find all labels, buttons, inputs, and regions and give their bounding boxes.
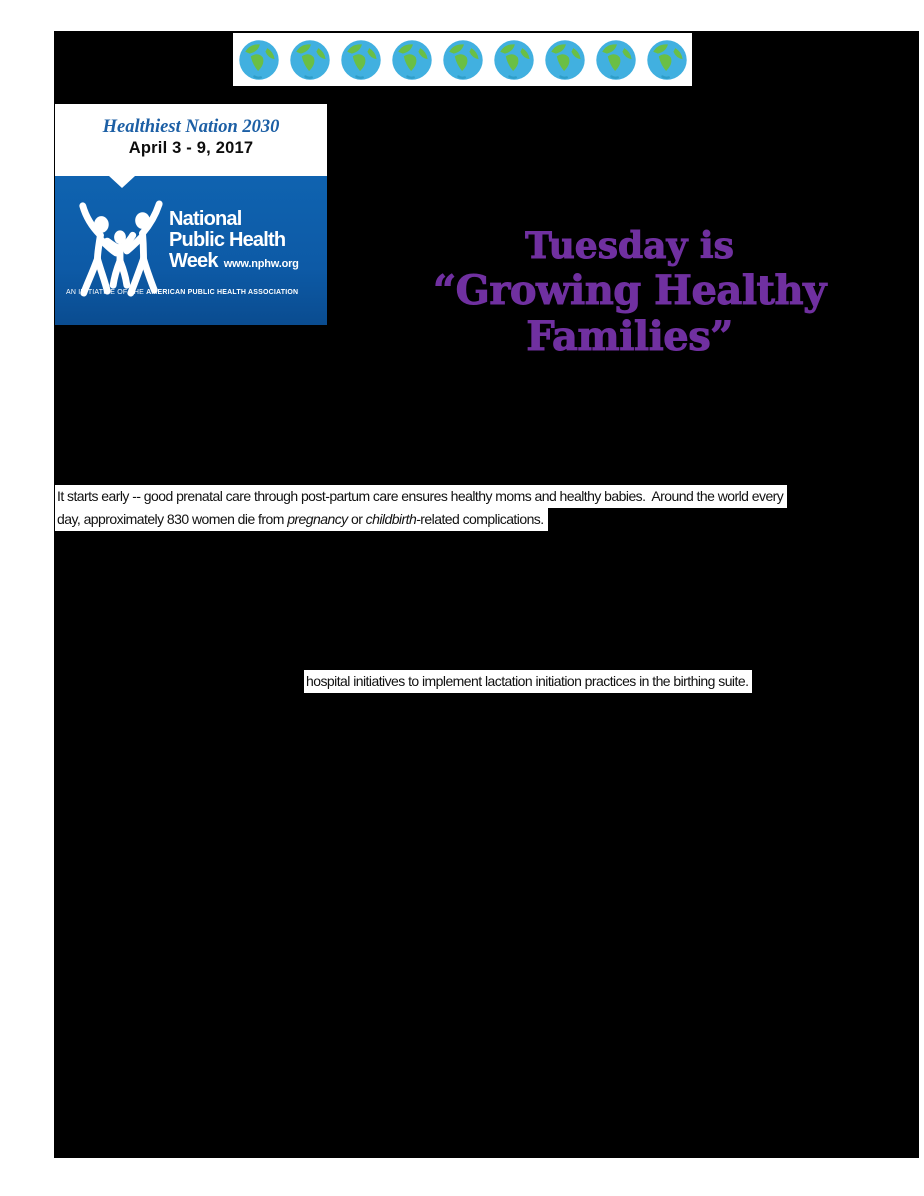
- earth-globe-icon: [492, 38, 536, 82]
- earth-globe-icon: [339, 38, 383, 82]
- highlighted-text-line-3: hospital initiatives to implement lactation initiation practices in the birthing suite.: [304, 670, 752, 693]
- day-heading: [340, 224, 919, 360]
- logo-notch: [109, 176, 135, 188]
- highlighted-text-line-2: day, approximately 830 women die from pregnancy or childbirth-related complications.: [55, 508, 548, 531]
- earth-globe-icon: [288, 38, 332, 82]
- logo-wordmark: [169, 209, 299, 272]
- day-heading-line2: “Growing Healthy Families”: [433, 267, 826, 360]
- globe-strip: [233, 33, 692, 86]
- day-heading-line1: Tuesday is: [525, 225, 734, 267]
- nphw-logo: [55, 176, 327, 325]
- logo-tagline-prefix: AN INITIATIVE OF THE: [66, 289, 147, 296]
- logo-tagline: [66, 289, 298, 296]
- logo-word-public-health: Public Health: [169, 229, 286, 251]
- logo-tagline-org: AMERICAN PUBLIC HEALTH ASSOCIATION: [146, 289, 299, 296]
- nphw-header-card: [55, 104, 327, 176]
- healthiest-nation-title: Healthiest Nation 2030: [102, 117, 280, 137]
- earth-globe-icon: [237, 38, 281, 82]
- logo-word-national: National: [169, 208, 242, 230]
- family-figures-icon: [71, 196, 169, 300]
- logo-word-week: Week: [169, 250, 218, 272]
- earth-globe-icon: [543, 38, 587, 82]
- earth-globe-icon: [390, 38, 434, 82]
- highlighted-text-line-1: It starts early -- good prenatal care through post-partum care ensures healthy moms and healthy babies. Around the world every: [55, 485, 787, 508]
- earth-globe-icon: [645, 38, 689, 82]
- earth-globe-icon: [441, 38, 485, 82]
- logo-url: www.nphw.org: [223, 258, 299, 270]
- earth-globe-icon: [594, 38, 638, 82]
- week-dates: April 3 - 9, 2017: [128, 139, 254, 157]
